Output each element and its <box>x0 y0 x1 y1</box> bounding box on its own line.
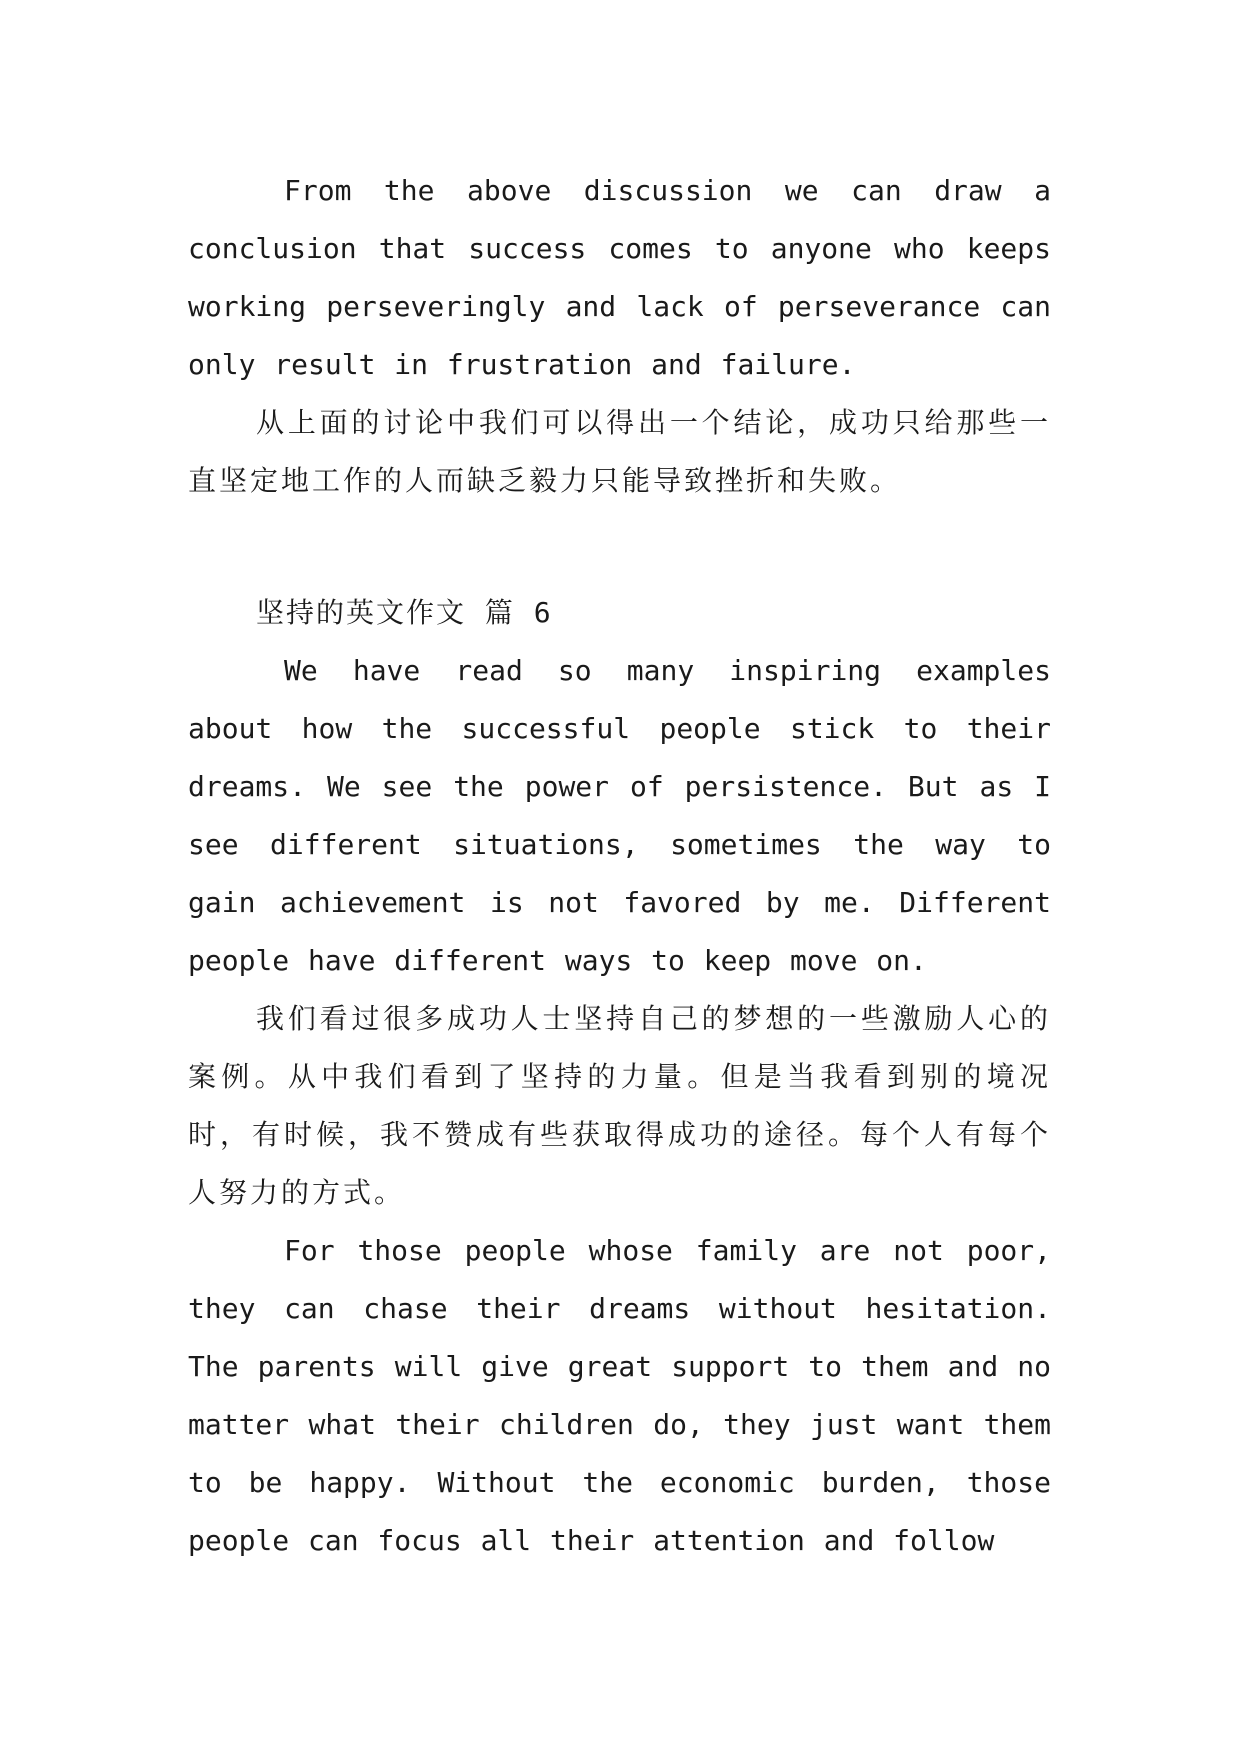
section-heading: 坚持的英文作文 篇 6 <box>256 596 553 629</box>
paragraph-zh-inspiring-examples: 我们看过很多成功人士坚持自己的梦想的一些激励人心的案例。从中我们看到了坚持的力量。但是当我看到别的境况时，有时候，我不赞成有些获取得成功的途径。每个人有每个人努力的方式。 <box>188 1002 1051 1209</box>
paragraph-en-inspiring-examples: We have read so many inspiring examples about how the successful people stick to their dreams. We see the power of persistence. But as I see different situations, sometimes the way to gain achievement is not favored by me. Different people have different ways to keep move on. <box>188 654 1051 977</box>
paragraph-en-family-support: For those people whose family are not poor, they can chase their dreams without hesitation. The parents will give great support to them and no matter what their children do, they just want them to be happy. Without the economic burden, those people can focus all their attention and follow <box>188 1234 1051 1557</box>
document-body <box>188 162 1051 1570</box>
paragraph-en-conclusion: From the above discussion we can draw a conclusion that success comes to anyone who keeps working perseveringly and lack of perseverance can only result in frustration and failure. <box>188 174 1051 381</box>
paragraph-zh-conclusion: 从上面的讨论中我们可以得出一个结论，成功只给那些一直坚定地工作的人而缺乏毅力只能导致挫折和失败。 <box>188 406 1051 497</box>
